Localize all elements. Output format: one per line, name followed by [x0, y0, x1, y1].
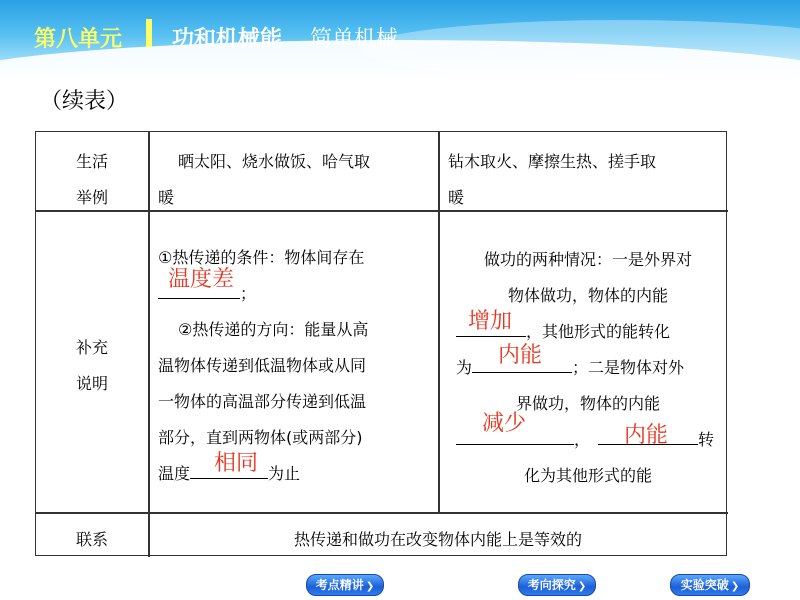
- nav-direction-explore-button[interactable]: 考向探究 ❯: [518, 574, 596, 596]
- answer-decrease: 减少: [482, 411, 527, 436]
- table-hline-2: [36, 512, 728, 514]
- answer-internal-energy-2: 内能: [624, 423, 669, 448]
- page-title: 功和机械能: [172, 27, 283, 52]
- header-banner: [0, 0, 800, 86]
- nav-key-points-button[interactable]: 考点精讲 ❯: [306, 574, 384, 596]
- heat-transfer-notes: ①热传递的条件：物体间存在 ； ②热传递的方向：能量从高 温物体传递到低温物体或从同 一物体的高温部分传递到低温 部分，直到两物体(或两部分) 温度 为止: [158, 248, 369, 483]
- unit-label: 第八单元: [34, 27, 123, 52]
- continued-label: （续表）: [40, 89, 129, 114]
- answer-internal-energy-1: 内能: [498, 343, 543, 368]
- chevron-right-icon: ❯: [577, 581, 587, 592]
- row-examples-work: 钻木取火、摩擦生热、搓手取 暖: [448, 152, 657, 207]
- row-relation-content: 热传递和做功在改变物体内能上是等效的: [293, 530, 582, 549]
- answer-temp-diff: 温度差: [168, 267, 235, 292]
- work-notes: 做功的两种情况：一是外界对 物体做功，物体的内能 ，其他形式的能转化 为 ；二是物体对外 界做功，物体的内能 ， 转 化为其他形式的能: [456, 250, 715, 485]
- answer-increase: 增加: [468, 309, 513, 334]
- answer-same: 相同: [214, 451, 259, 476]
- row-examples-label: 生活 举例: [75, 152, 108, 207]
- table-vline-2: [438, 132, 440, 514]
- row-examples-heat-transfer: 晒太阳、烧水做饭、哈气取 暖: [158, 152, 371, 207]
- table-vline-1: [148, 132, 150, 557]
- nav-experiment-button[interactable]: 实验突破 ❯: [670, 574, 750, 596]
- row-notes-label: 补充 说明: [75, 338, 108, 393]
- chevron-right-icon: ❯: [365, 581, 375, 592]
- chevron-right-icon: ❯: [730, 581, 740, 592]
- page-subtitle: 简单机械: [310, 27, 399, 52]
- title-separator: [146, 19, 152, 47]
- row-relation-label: 联系: [75, 530, 108, 549]
- comparison-table: [35, 131, 727, 556]
